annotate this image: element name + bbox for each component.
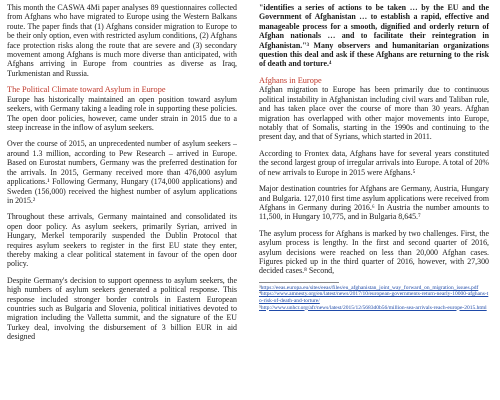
paragraph: According to Frontex data, Afghans have for several years constituted the second largest group of irregular arrivals into Europe. A total of 20% of new arrivals to Europe in 2015 were Afghans.⁵ <box>259 148 489 177</box>
paragraph: Over the course of 2015, an unprecedented number of asylum seekers – around 1.3 million, according to Pew Research – arrived in Europe. Based on Eurostat numbers, Germany was the preferred destination for the arrivals. In 2015, Germany received more than 476,000 asylum applications.¹ Following Germany, Hungary (174,000 applications) and Sweden (156,000) received the highest number of asylum applications in 2015.² <box>7 139 237 205</box>
paragraph: Throughout these arrivals, Germany maintained and consolidated its open door policy. As asylum seekers, primarily Syrian, arrived in Hungary, Merkel temporarily suspended the Dublin Protocol that requires asylum seekers to register in the first EU state they enter, thereby making a clear political statement in favour of the open door policy. <box>7 212 237 269</box>
left-column <box>7 3 237 342</box>
section-heading-political-climate: The Political Climate toward Asylum in Europe <box>7 85 166 95</box>
right-column <box>259 3 489 311</box>
footnote-link[interactable] <box>259 305 489 312</box>
footnote-url[interactable]: http://www.unhcr.org/afr/news/latest/2015/12/5683d0b56/million-sea-arrivals-reach-europe-2015.html <box>260 304 487 311</box>
paragraph: Major destination countries for Afghans are Germany, Austria, Hungary and Bulgaria. 127,010 first time asylum applications were received from Afghans in Germany during 2016.⁶ In Austria the number amounts to 11,500, in Hungary 10,775, and in Bulgaria 8,645.⁷ <box>259 184 489 222</box>
paragraph: Despite Germany's decision to support openness to asylum seekers, the high numbers of asylum seekers generated a political response. This response included stronger border controls in Eastern European countries such as Bulgaria and Slovenia, political initiatives devoted to migration including the Valletta summit, and the signature of the EU Turkey deal, involving the disbursement of 3 billion EUR in aid designed <box>7 275 237 342</box>
footnote-url[interactable]: https://eeas.europa.eu/sites/eeas/files/eu_afghanistan_joint_way_forward_on_migration_issues.pdf <box>260 284 479 291</box>
footnote-divider <box>259 282 339 283</box>
paragraph: Afghan migration to Europe has been primarily due to continuous political instability in Afghanistan including civil wars and Taliban rule, and has taken place over the course of more than 30 years. Afghan migration has overlapped with other major movements into Europe, notably that of Somalis, starting in the 1990s and continuing to the present day, and that of Syrians, which started in 2011. <box>259 85 489 142</box>
footnote-number: ⁴ <box>259 291 261 298</box>
footnote-number: ⁵ <box>259 304 261 311</box>
paragraph: The asylum process for Afghans is marked by two challenges. First, the asylum process is lengthy. In the first and second quarter of 2016, asylum decisions were reached on less than 20,000 Afghan cases. Figures picked up in the third quarter of 2016, however, with 27,300 decided cases.⁸ Second, <box>259 228 489 276</box>
intro-paragraph: This month the CASWA 4Mi paper analyses 89 questionnaires collected from Afghans who have migrated to Europe using the Western Balkans route. The paper finds that (1) Afghans consider migration to Europe to be their only option, even with restricted asylum conditions, (2) Afghans face protection risks along the route that are severe and (3) secondary movement among Afghans is much more diverse than anticipated, with Afghans arriving in Europe from countries as diverse as Iraq, Turkmenistan and Russia. <box>7 3 237 78</box>
quote-paragraph: "identifies a series of actions to be taken … by the EU and the Government of Afghanistan … to establish a rapid, effective and manageable process for a smooth, dignified and orderly return of Afghan nationals … and to facilitate their reintegration in Afghanistan."³ Many observers and humanitarian organizations question this deal and ask if these Afghans are returning to the risk of death and torture.⁴ <box>259 3 489 69</box>
footnote-url[interactable]: https://www.amnesty.org/en/latest/news/2017/10/european-governments-return-nearly-10000-afghans-to-risk-of-death-and-torture/ <box>259 291 489 304</box>
section-heading-afghans-in-europe: Afghans in Europe <box>259 75 322 85</box>
footnote-number: ³ <box>259 284 261 291</box>
footnote-link[interactable] <box>259 291 489 304</box>
paragraph: Europe has historically maintained an open position toward asylum seekers, with Germany taking a leading role in supporting these policies. The open door policies, however, came under strain in 2015 due to a steep increase in the inflow of asylum seekers. <box>7 94 237 133</box>
